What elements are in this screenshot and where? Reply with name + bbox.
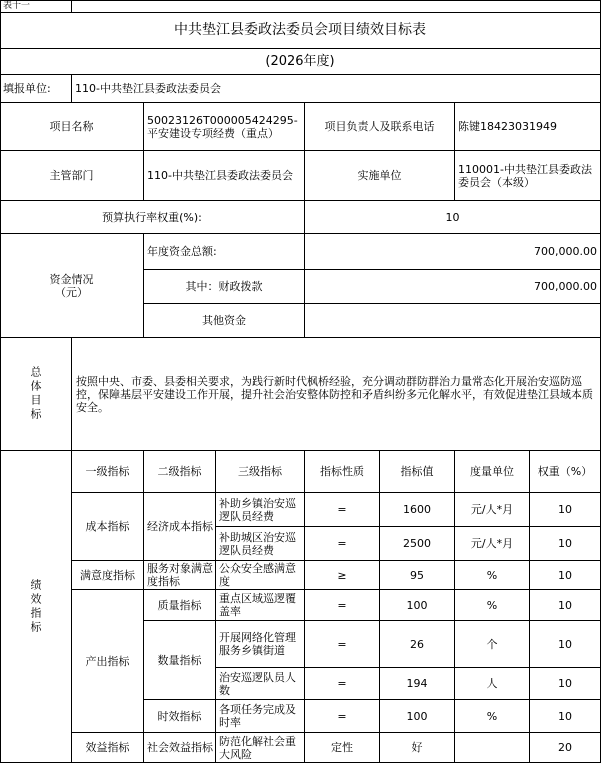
indicator-weight: 10 [530,668,601,700]
impl-label: 实施单位 [305,151,455,201]
level2-social-benefit: 社会效益指标 [144,733,216,763]
level1-output: 产出指标 [72,590,144,733]
indicator-value: 194 [380,668,455,700]
owner-value: 陈键18423031949 [455,103,601,151]
filler-value: 110-中共垫江县委政法委员会 [72,75,601,103]
l3-indicator: 重点区域巡逻覆盖率 [216,590,305,621]
indicator-unit: % [455,590,530,621]
header-level3: 三级指标 [216,451,305,493]
l3-indicator: 开展网络化管理服务乡镇街道 [216,621,305,668]
l3-indicator: 公众安全感满意度 [216,561,305,590]
fiscal-funds-label: 其中：财政拨款 [144,270,305,304]
indicator-nature: = [305,590,380,621]
indicator-weight: 10 [530,527,601,561]
header-weight: 权重（%） [530,451,601,493]
header-spacer [72,0,601,13]
owner-label: 项目负责人及联系电话 [305,103,455,151]
perf-label-cell [0,451,72,763]
indicator-nature: ≥ [305,561,380,590]
indicator-unit: % [455,561,530,590]
indicator-unit: % [455,700,530,733]
level1-satisfaction: 满意度指标 [72,561,144,590]
page-year: (2026年度) [0,49,601,75]
indicator-weight: 10 [530,621,601,668]
indicator-weight: 10 [530,700,601,733]
indicator-unit: 元/人*月 [455,493,530,527]
dept-label: 主管部门 [0,151,144,201]
l3-indicator: 补助城区治安巡逻队员经费 [216,527,305,561]
goal-text: 按照中央、市委、县委相关要求，为践行新时代枫桥经验，充分调动群防群治力量常态化开展治安巡防巡控，保障基层平安建设工作开展，提升社会治安整体防控和矛盾纠纷多元化解水平，有效促进垫江县域本质安全。 [72,338,601,451]
funds-label: 资金情况 （元） [0,234,144,338]
indicator-nature: = [305,668,380,700]
indicator-nature: = [305,700,380,733]
level1-benefit: 效益指标 [72,733,144,763]
l3-indicator: 补助乡镇治安巡逻队员经费 [216,493,305,527]
indicator-unit: 人 [455,668,530,700]
header-nature: 指标性质 [305,451,380,493]
header-unit: 度量单位 [455,451,530,493]
indicator-unit: 个 [455,621,530,668]
perf-label: 绩效指标 [29,578,42,635]
indicator-nature: = [305,493,380,527]
header-value: 指标值 [380,451,455,493]
indicator-value: 100 [380,700,455,733]
level2-quality: 质量指标 [144,590,216,621]
fiscal-funds-value: 700,000.00 [305,270,601,304]
l3-indicator: 防范化解社会重大风险 [216,733,305,763]
indicator-value: 95 [380,561,455,590]
l3-indicator: 治安巡逻队员人数 [216,668,305,700]
impl-value: 110001-中共垫江县委政法委员会（本级） [455,151,601,201]
indicator-weight: 10 [530,590,601,621]
indicator-value: 好 [380,733,455,763]
goal-label-cell [0,338,72,451]
level2-timeliness: 时效指标 [144,700,216,733]
level2-quantity: 数量指标 [144,621,216,700]
indicator-nature: 定性 [305,733,380,763]
indicator-weight: 10 [530,493,601,527]
header-level2: 二级指标 [144,451,216,493]
project-name-label: 项目名称 [0,103,144,151]
filler-label: 填报单位: [0,75,72,103]
indicator-unit: 元/人*月 [455,527,530,561]
annual-funds-value: 700,000.00 [305,234,601,270]
indicator-nature: = [305,621,380,668]
indicator-value: 2500 [380,527,455,561]
annual-funds-label: 年度资金总额: [144,234,305,270]
indicator-value: 26 [380,621,455,668]
budget-weight-label: 预算执行率权重(%): [0,201,305,234]
indicator-value: 100 [380,590,455,621]
indicator-weight: 20 [530,733,601,763]
dept-value: 110-中共垫江县委政法委员会 [144,151,305,201]
indicator-weight: 10 [530,561,601,590]
other-funds-value [305,304,601,338]
level2-service-satisfaction: 服务对象满意度指标 [144,561,216,590]
level1-cost: 成本指标 [72,493,144,561]
indicator-unit [455,733,530,763]
goal-label: 总体目标 [29,366,42,422]
page-title: 中共垫江县委政法委员会项目绩效目标表 [0,13,601,49]
project-name-value: 50023126T000005424295-平安建设专项经费（重点） [144,103,305,151]
indicator-nature: = [305,527,380,561]
corner-label: 表十一 [0,0,72,13]
level2-econ-cost: 经济成本指标 [144,493,216,561]
header-level1: 一级指标 [72,451,144,493]
indicator-value: 1600 [380,493,455,527]
other-funds-label: 其他资金 [144,304,305,338]
l3-indicator: 各项任务完成及时率 [216,700,305,733]
budget-weight-value: 10 [305,201,601,234]
